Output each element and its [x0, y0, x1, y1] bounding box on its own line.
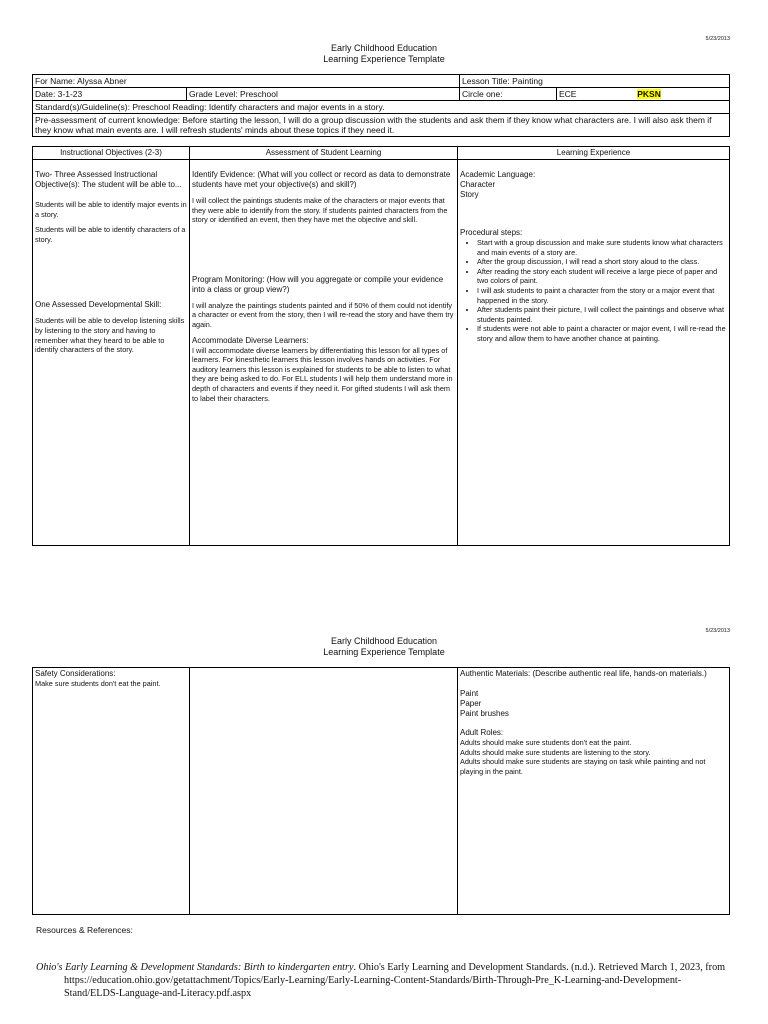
name-field: For Name: Alyssa Abner — [33, 75, 460, 88]
assessment-heading: Assessment of Student Learning — [190, 147, 458, 160]
evidence-heading: Identify Evidence: (What will you collect or record as data to demonstrate students have met your objective(s) and skill?) — [192, 170, 451, 189]
objective-2: Students will be able to identify characters of a story. — [35, 225, 186, 244]
grade-level-field: Grade Level: Preschool — [187, 88, 460, 101]
standards-field: Standard(s)/Guideline(s): Preschool Reading: Identify characters and major events in a story. — [33, 101, 730, 114]
page2-title-line2: Learning Experience Template — [323, 647, 445, 657]
objectives-heading: Instructional Objectives (2-3) — [33, 147, 190, 160]
page2-title-line1: Early Childhood Education — [330, 636, 438, 646]
diverse-text: I will accommodate diverse learners by differentiating this lesson for all types of learners. For kinesthetic learners this lesson involves hands on activities. For auditory learners this lesson is explained for students to be able to listen to what they are being asked to do. For ELL students I will help them understand more in depth of characters and events if they need it. For gifted students I will ask them to label their characters. — [192, 345, 453, 403]
lesson-plan-table — [32, 146, 730, 546]
learning-cell — [458, 160, 730, 546]
monitoring-text: I will analyze the paintings students painted and if 50% of them could not identify a character or event from the story, then I will re-read the story and have them try again. — [192, 300, 454, 329]
page1-title-line2: Learning Experience Template — [323, 54, 445, 64]
procedural-step: • I will ask students to paint a character from the story or a major event that happened in the story. — [477, 286, 727, 305]
objective-1: Students will be able to identify major events in a story. — [35, 200, 187, 219]
monitoring-heading: Program Monitoring: (How will you aggregate or compile your evidence into a class or group view?) — [192, 274, 444, 294]
option-ece: ECE — [559, 89, 577, 99]
adult-role: Adults should make sure students are listening to the story. — [460, 747, 651, 757]
adult-roles-heading: Adult Roles: — [460, 728, 504, 737]
materials-heading: Authentic Materials: (Describe authentic real life, hands-on materials.) — [460, 669, 707, 678]
circle-options — [557, 88, 730, 101]
procedural-step: • After reading the story each student will receive a large piece of paper and two colors of paint. — [477, 267, 727, 286]
reference-title: Ohio's Early Learning & Development Standards: Birth to kindergarten entry — [36, 962, 354, 973]
dev-skill-heading: One Assessed Developmental Skill: — [35, 300, 162, 310]
date-field: Date: 3-1-23 — [33, 88, 187, 101]
safety-cell — [33, 668, 190, 915]
procedural-steps-list — [460, 238, 727, 344]
empty-middle-cell — [190, 668, 458, 915]
academic-term-1: Character — [460, 180, 496, 189]
lesson-header-table — [32, 74, 730, 137]
preassessment-field: Pre-assessment of current knowledge: Before starting the lesson, I will do a group discussion with the students and ask them if they know what characters are. I will also ask them if they know what main events are. I will refresh students' minds about these topics if they need it. — [33, 114, 730, 137]
page2-table — [32, 667, 730, 915]
material-item: Paint brushes — [460, 709, 509, 718]
safety-heading: Safety Considerations: — [35, 669, 116, 678]
objectives-intro: Two- Three Assessed Instructional Objective(s): The student will be able to... — [35, 170, 182, 189]
assessment-cell — [190, 160, 458, 546]
page1-title — [0, 43, 768, 65]
evidence-text: I will collect the paintings students make of the characters or major events that they were able to identify from the story. If students painted characters from the story or identified an event, then they have met the objective and skill. — [192, 196, 448, 225]
materials-list — [460, 689, 727, 719]
procedural-step: • After students paint their picture, I will collect the paintings and observe what students painted. — [477, 305, 727, 324]
learning-heading: Learning Experience — [458, 147, 730, 160]
resources-label: Resources & References: — [36, 925, 133, 935]
page2-title — [0, 636, 768, 658]
procedural-step: • If students were not able to paint a character or major event, I will re-read the story and allow them to have another chance at painting. — [477, 324, 727, 343]
academic-term-2: Story — [460, 190, 479, 199]
adult-role: Adults should make sure students are staying on task while painting and not playing in the paint. — [460, 757, 706, 776]
lesson-title-field: Lesson Title: Painting — [460, 75, 730, 88]
materials-cell — [458, 668, 730, 915]
procedural-step: • After the group discussion, I will read a short story aloud to the class. — [477, 257, 727, 267]
reference-entry — [36, 961, 736, 1000]
page1-title-line1: Early Childhood Education — [330, 43, 438, 53]
safety-text: Make sure students don't eat the paint. — [35, 679, 161, 688]
objectives-cell — [33, 160, 190, 546]
dev-skill-text: Students will be able to develop listening skills by listening to the story and having to remember what they heard to be able to identify characters of the story. — [35, 316, 185, 355]
procedural-step: • Start with a group discussion and make sure students know what characters and main events of a story are. — [477, 238, 727, 257]
adult-role: Adults should make sure students don't eat the paint. — [460, 738, 632, 747]
material-item: Paint — [460, 689, 479, 698]
circle-one-label: Circle one: — [460, 88, 557, 101]
procedural-heading: Procedural steps: — [460, 228, 523, 237]
page2-date: 5/23/2013 — [705, 628, 730, 634]
material-item: Paper — [460, 699, 482, 708]
page1-date: 5/23/2013 — [705, 36, 730, 42]
option-pksn-highlighted: PKSN — [637, 89, 661, 99]
reference-rest: . Ohio's Early Learning and Development Standards. (n.d.). Retrieved March 1, 2023, from https://education.ohio.gov/getattachment/Topics/Early-Learning/Early-Learning-Content-Standards/Birth-Through-Pre_K-Learning-and-Development-Stand/ELDS-Language-and-Literacy.pdf.aspx — [64, 962, 726, 999]
academic-language-heading: Academic Language: — [460, 170, 536, 179]
diverse-heading: Accommodate Diverse Learners: — [192, 335, 309, 345]
